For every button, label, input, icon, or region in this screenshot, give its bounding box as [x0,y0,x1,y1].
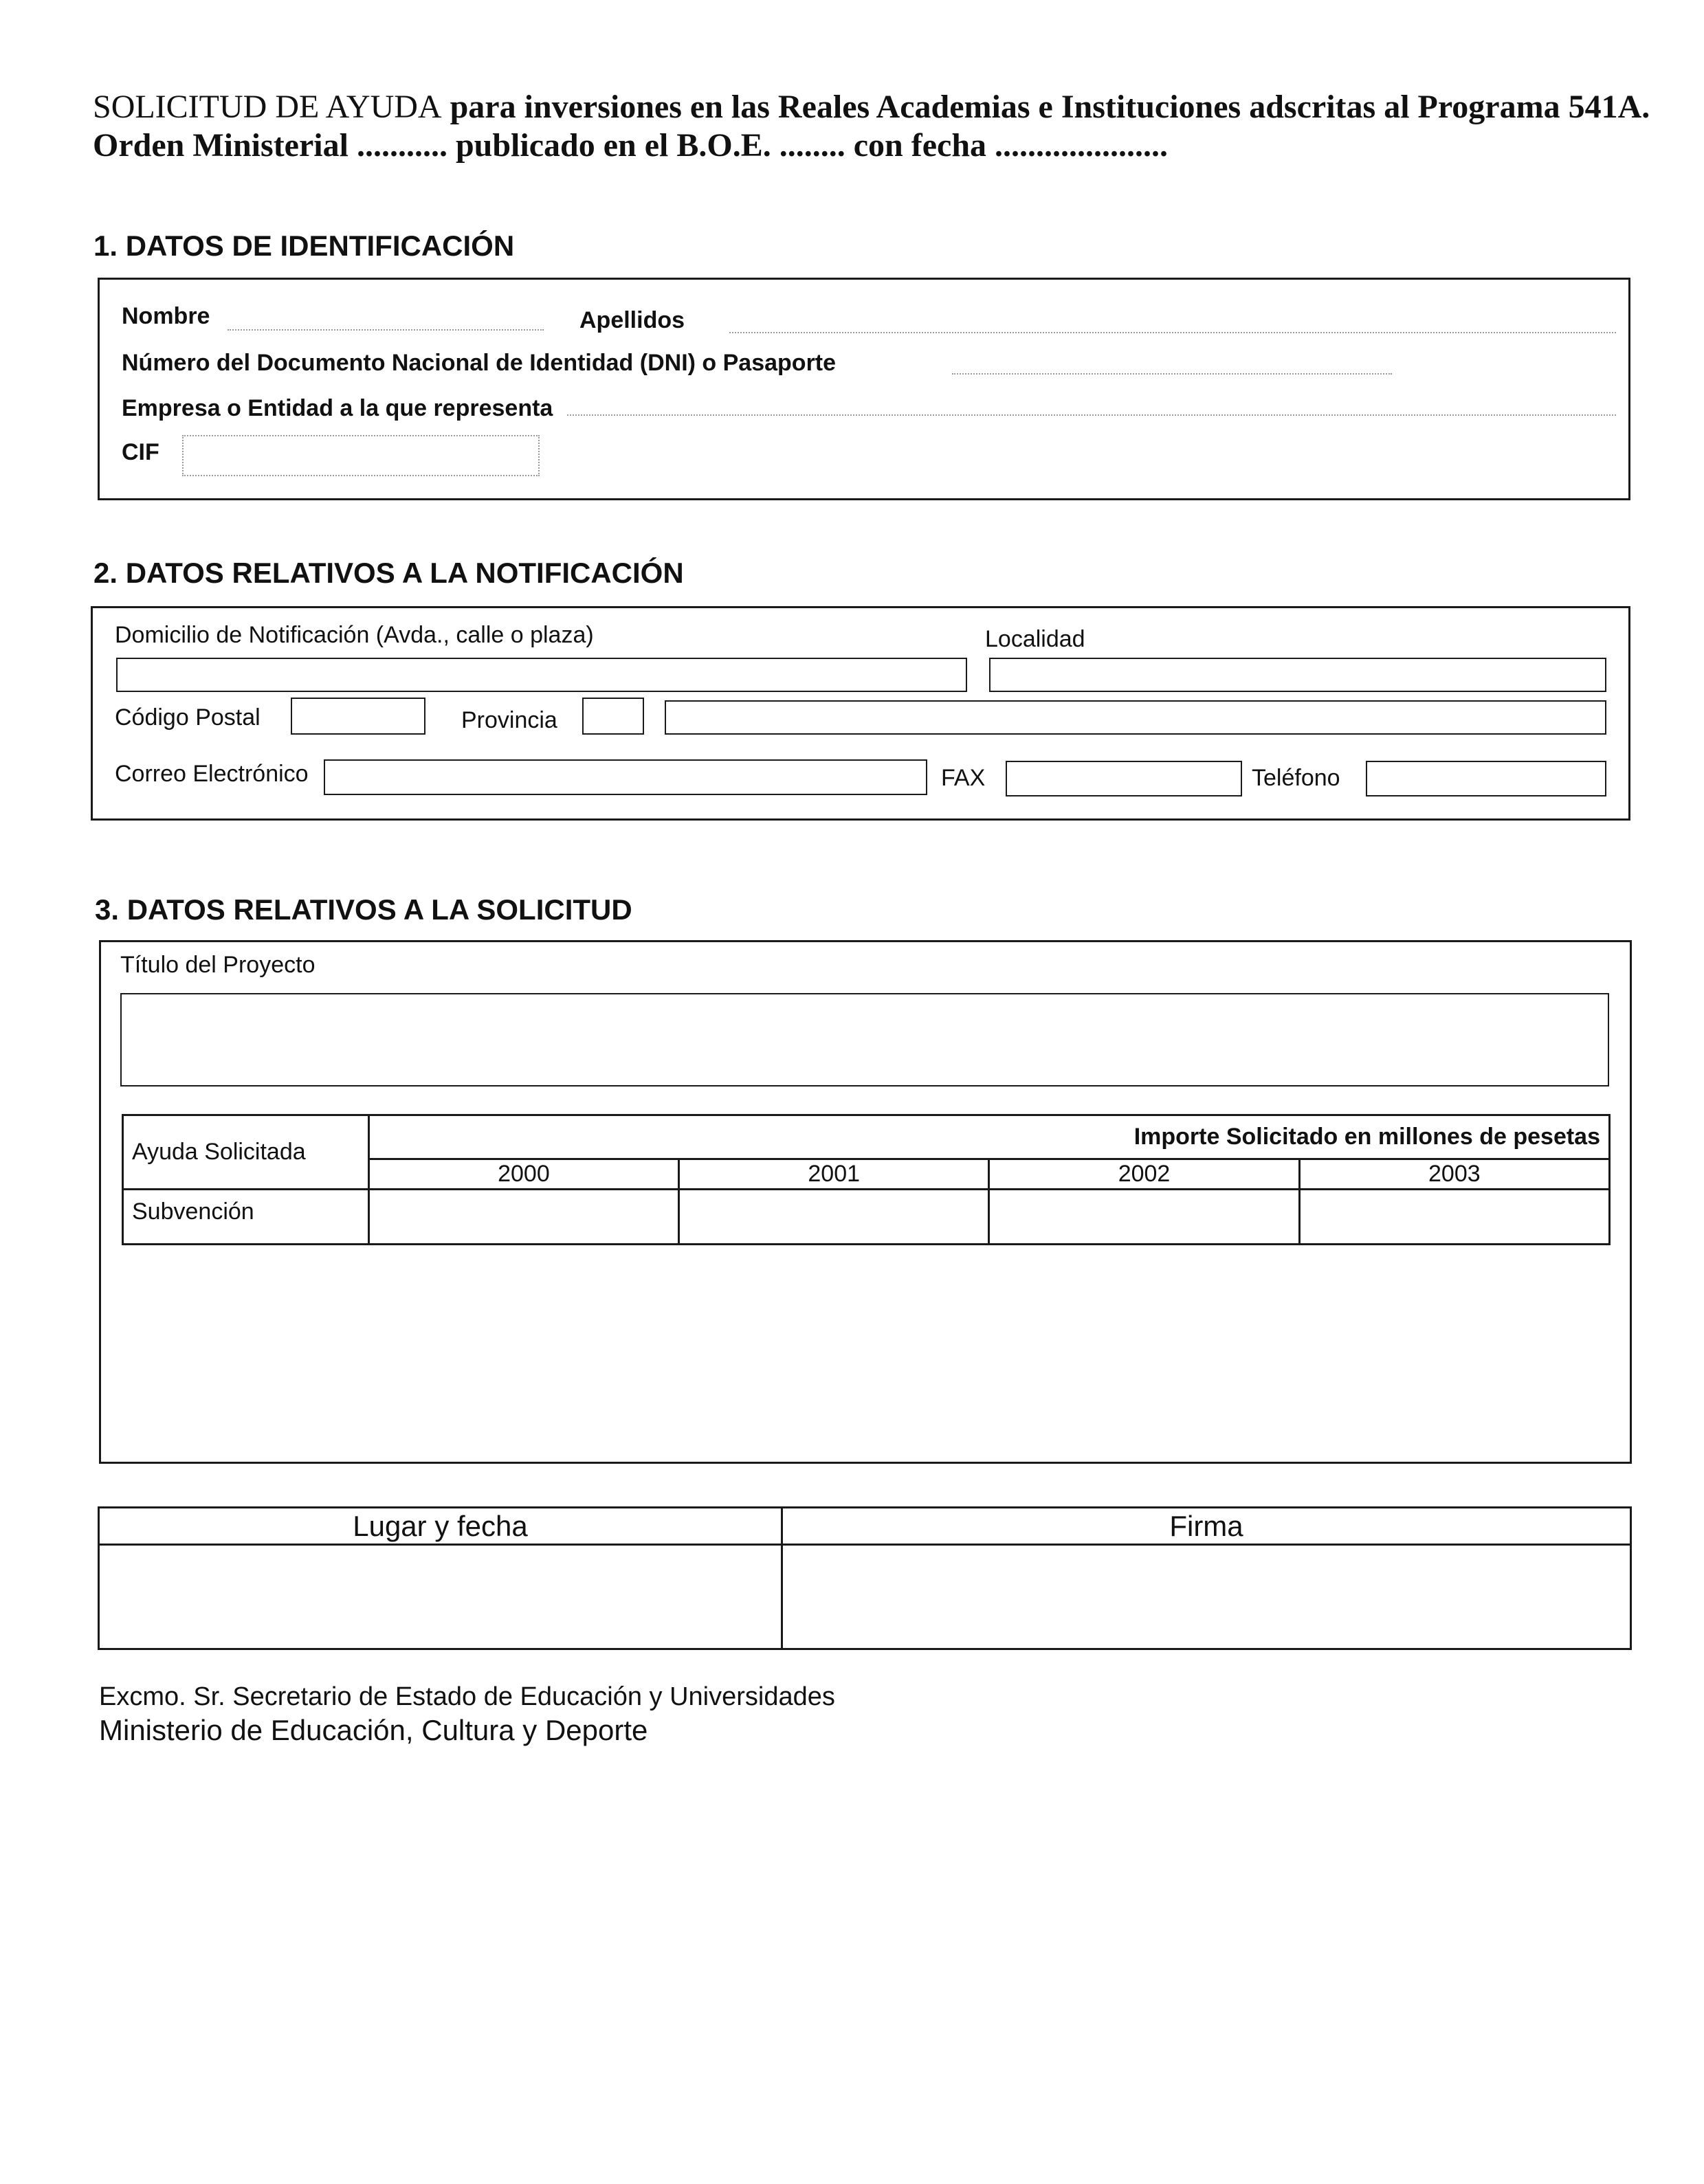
section2-frame [91,606,1630,821]
fax-label: FAX [941,765,986,791]
importe-header-cell [368,1115,1609,1159]
importe-header-label: Importe Solicitado en millones de pesetas [1133,1124,1600,1150]
year-2002-label: 2002 [1118,1161,1171,1187]
firma-input[interactable] [782,1545,1631,1649]
ayuda-solicitada-label: Ayuda Solicitada [132,1139,306,1165]
nombre-field[interactable] [228,329,544,331]
section2-title: 2. DATOS RELATIVOS A LA NOTIFICACIÓN [93,557,684,589]
localidad-label: Localidad [985,626,1085,652]
subvencion-2001-input[interactable] [679,1190,989,1245]
apellidos-label: Apellidos [579,307,685,333]
form-subtitle: Orden Ministerial ........... publicado en el B.O.E. ........ con fecha ..................... [93,127,1169,164]
domicilio-input[interactable] [116,658,967,692]
provincia-label: Provincia [461,707,557,733]
empresa-field[interactable] [567,414,1616,416]
firma-label: Firma [1169,1509,1243,1542]
ayuda-header-cell [123,1115,369,1190]
dni-field[interactable] [952,373,1392,375]
subvencion-label: Subvención [132,1199,254,1225]
subvencion-2003-input[interactable] [1299,1190,1609,1245]
year-2001-label: 2001 [808,1161,861,1187]
fax-input[interactable] [1006,761,1242,796]
form-title-rest: para inversiones en las Reales Academias e Instituciones adscritas al Programa 541A. [450,89,1650,125]
provincia-code-input[interactable] [582,698,644,735]
titulo-proyecto-input[interactable] [120,993,1609,1087]
dni-label: Número del Documento Nacional de Identidad (DNI) o Pasaporte [122,350,837,376]
firma-header [782,1508,1631,1545]
cif-label: CIF [122,439,159,465]
year-header-cell [679,1159,989,1190]
subvencion-2000-input[interactable] [368,1190,678,1245]
section3-frame [99,940,1632,1464]
year-header-cell [368,1159,678,1190]
nombre-label: Nombre [122,303,210,329]
footer-ministry: Ministerio de Educación, Cultura y Deporte [99,1714,648,1746]
email-input[interactable] [324,759,927,795]
lugar-fecha-input[interactable] [99,1545,782,1649]
year-2003-label: 2003 [1428,1161,1481,1187]
provincia-input[interactable] [665,700,1606,735]
form-title [93,88,1650,126]
apellidos-field[interactable] [729,332,1616,333]
domicilio-label: Domicilio de Notificación (Avda., calle o plaza) [115,622,594,648]
titulo-proyecto-label: Título del Proyecto [120,952,316,978]
subvencion-label-cell [123,1190,369,1245]
section1-frame [98,278,1630,500]
section1-title: 1. DATOS DE IDENTIFICACIÓN [93,230,515,262]
telefono-label: Teléfono [1252,765,1340,791]
empresa-label: Empresa o Entidad a la que representa [122,395,553,421]
signature-table [98,1506,1632,1650]
localidad-input[interactable] [989,658,1606,692]
year-2000-label: 2000 [498,1161,550,1187]
cif-input[interactable] [182,435,540,476]
cp-input[interactable] [291,698,425,735]
cp-label: Código Postal [115,704,261,731]
email-label: Correo Electrónico [115,761,309,787]
ayuda-table [122,1114,1611,1245]
form-title-prefix: SOLICITUD DE AYUDA [93,89,442,125]
footer-recipient: Excmo. Sr. Secretario de Estado de Educación y Universidades [99,1682,835,1711]
lugar-fecha-label: Lugar y fecha [353,1509,528,1542]
lugar-fecha-header [99,1508,782,1545]
year-header-cell [989,1159,1299,1190]
subvencion-2002-input[interactable] [989,1190,1299,1245]
telefono-input[interactable] [1366,761,1606,796]
year-header-cell [1299,1159,1609,1190]
section3-title: 3. DATOS RELATIVOS A LA SOLICITUD [95,893,632,926]
